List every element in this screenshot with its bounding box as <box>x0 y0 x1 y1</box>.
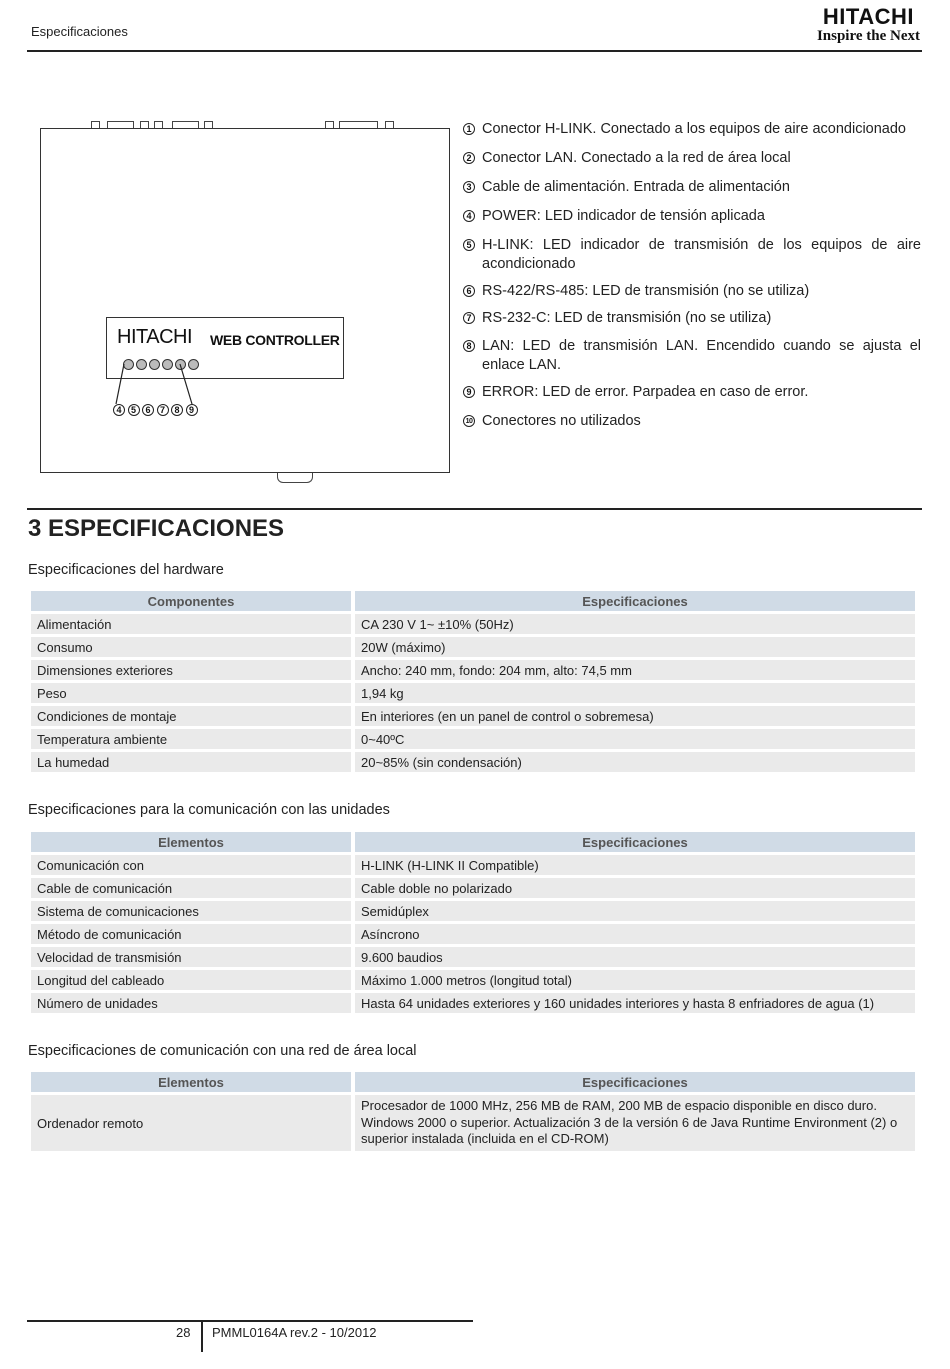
table-row <box>31 924 915 944</box>
table-cell: Comunicación con <box>31 855 351 875</box>
legend-item <box>463 412 921 431</box>
column-header: Elementos <box>31 1072 351 1092</box>
table-cell: 1,94 kg <box>355 683 915 703</box>
table-cell: Semidúplex <box>355 901 915 921</box>
legend-number: 7 <box>463 312 475 324</box>
table-header-row <box>31 591 915 611</box>
table-cell: Dimensiones exteriores <box>31 660 351 680</box>
brand-tagline: Inspire the Next <box>816 28 920 44</box>
legend-number: 6 <box>463 285 475 297</box>
table-cell: 0~40ºC <box>355 729 915 749</box>
legend-number: 10 <box>463 415 475 427</box>
table-cell: Sistema de comunicaciones <box>31 901 351 921</box>
table-cell: Velocidad de transmisión <box>31 947 351 967</box>
table-row <box>31 970 915 990</box>
legend-item <box>463 236 921 274</box>
table-cell: En interiores (en un panel de control o sobremesa) <box>355 706 915 726</box>
table-cell: 20W (máximo) <box>355 637 915 657</box>
legend-number: 2 <box>463 152 475 164</box>
legend-text: RS-232-C: LED de transmisión (no se utiliza) <box>482 310 772 326</box>
table-cell: Cable de comunicación <box>31 878 351 898</box>
footer-separator <box>201 1320 203 1352</box>
legend-number: 3 <box>463 181 475 193</box>
legend-list <box>463 120 921 431</box>
table-row <box>31 947 915 967</box>
legend-item <box>463 383 921 402</box>
table-cell: Alimentación <box>31 614 351 634</box>
legend-text: POWER: LED indicador de tensión aplicada <box>482 208 765 224</box>
section-heading: 3 ESPECIFICACIONES <box>28 515 285 542</box>
legend-item <box>463 207 921 226</box>
led-number: 5 <box>128 404 140 416</box>
table-row <box>31 683 915 703</box>
table-cell: CA 230 V 1~ ±10% (50Hz) <box>355 614 915 634</box>
table-header-row <box>31 1072 915 1092</box>
table-row <box>31 855 915 875</box>
legend-text: H-LINK: LED indicador de transmisión de los equipos de aire acondicionado <box>482 237 921 272</box>
legend-item <box>463 149 921 168</box>
legend-text: LAN: LED de transmisión LAN. Encendido cuando se ajusta el enlace LAN. <box>482 338 921 373</box>
table-cell: Método de comunicación <box>31 924 351 944</box>
header-section-title: Especificaciones <box>31 24 128 39</box>
legend-number: 4 <box>463 210 475 222</box>
legend-number: 5 <box>463 239 475 251</box>
led-number: 6 <box>142 404 154 416</box>
lan-comm-table <box>27 1069 919 1154</box>
table-cell: Ancho: 240 mm, fondo: 204 mm, alto: 74,5 mm <box>355 660 915 680</box>
table-cell: Cable doble no polarizado <box>355 878 915 898</box>
panel-model: WEB CONTROLLER <box>210 332 340 348</box>
table-row <box>31 901 915 921</box>
legend-number: 1 <box>463 123 475 135</box>
section-divider <box>27 508 922 510</box>
table-row <box>31 729 915 749</box>
legend-text: RS-422/RS-485: LED de transmisión (no se utiliza) <box>482 283 810 299</box>
brand-name: HITACHI <box>822 4 915 29</box>
table-cell: Procesador de 1000 MHz, 256 MB de RAM, 200 MB de espacio disponible en disco duro. Windows 2000 o superior. Actualización 3 de la versión 6 de Java Runtime Environment (2) o superior instalada (incluida en el CD-ROM) <box>355 1095 915 1151</box>
footer-divider <box>27 1320 473 1322</box>
table-cell: Hasta 64 unidades exteriores y 160 unidades interiores y hasta 8 enfriadores de agua (1) <box>355 993 915 1013</box>
table-header-row <box>31 832 915 852</box>
legend-item <box>463 337 921 375</box>
table-row <box>31 660 915 680</box>
column-header: Especificaciones <box>355 832 915 852</box>
hardware-table <box>27 588 919 775</box>
column-header: Especificaciones <box>355 1072 915 1092</box>
legend-text: Cable de alimentación. Entrada de alimentación <box>482 179 790 195</box>
led-number: 8 <box>171 404 183 416</box>
legend-text: Conectores no utilizados <box>482 413 641 429</box>
lan-comm-title: Especificaciones de comunicación con una red de área local <box>28 1043 417 1059</box>
table-cell: La humedad <box>31 752 351 772</box>
panel-brand: HITACHI <box>117 326 193 348</box>
legend-item <box>463 282 921 301</box>
table-row <box>31 878 915 898</box>
table-row <box>31 752 915 772</box>
table-cell: Asíncrono <box>355 924 915 944</box>
legend-number: 8 <box>463 340 475 352</box>
table-cell: Longitud del cableado <box>31 970 351 990</box>
units-comm-title: Especificaciones para la comunicación con las unidades <box>28 802 390 818</box>
legend-item <box>463 120 921 139</box>
legend-number: 9 <box>463 386 475 398</box>
document-code: PMML0164A rev.2 - 10/2012 <box>212 1325 377 1340</box>
table-row <box>31 614 915 634</box>
table-cell: Temperatura ambiente <box>31 729 351 749</box>
column-header: Elementos <box>31 832 351 852</box>
legend-item <box>463 309 921 328</box>
table-row <box>31 637 915 657</box>
table-cell: Máximo 1.000 metros (longitud total) <box>355 970 915 990</box>
table-row <box>31 1095 915 1151</box>
column-header: Componentes <box>31 591 351 611</box>
column-header: Especificaciones <box>355 591 915 611</box>
units-comm-table <box>27 829 919 1016</box>
table-cell: Ordenador remoto <box>31 1095 351 1151</box>
legend-text: Conector H-LINK. Conectado a los equipos de aire acondicionado <box>482 121 906 137</box>
table-cell: Consumo <box>31 637 351 657</box>
led-number: 7 <box>157 404 169 416</box>
legend-text: ERROR: LED de error. Parpadea en caso de error. <box>482 384 809 400</box>
table-cell: Peso <box>31 683 351 703</box>
table-cell: 9.600 baudios <box>355 947 915 967</box>
table-cell: 20~85% (sin condensación) <box>355 752 915 772</box>
page-number: 28 <box>176 1325 191 1340</box>
table-row <box>31 993 915 1013</box>
led-number: 9 <box>186 404 198 416</box>
table-cell: Número de unidades <box>31 993 351 1013</box>
table-cell: Condiciones de montaje <box>31 706 351 726</box>
legend-text: Conector LAN. Conectado a la red de área local <box>482 150 791 166</box>
legend-item <box>463 178 921 197</box>
table-row <box>31 706 915 726</box>
led-number-row <box>113 404 200 416</box>
table-cell: H-LINK (H-LINK II Compatible) <box>355 855 915 875</box>
led-number: 4 <box>113 404 125 416</box>
hardware-title: Especificaciones del hardware <box>28 562 224 578</box>
